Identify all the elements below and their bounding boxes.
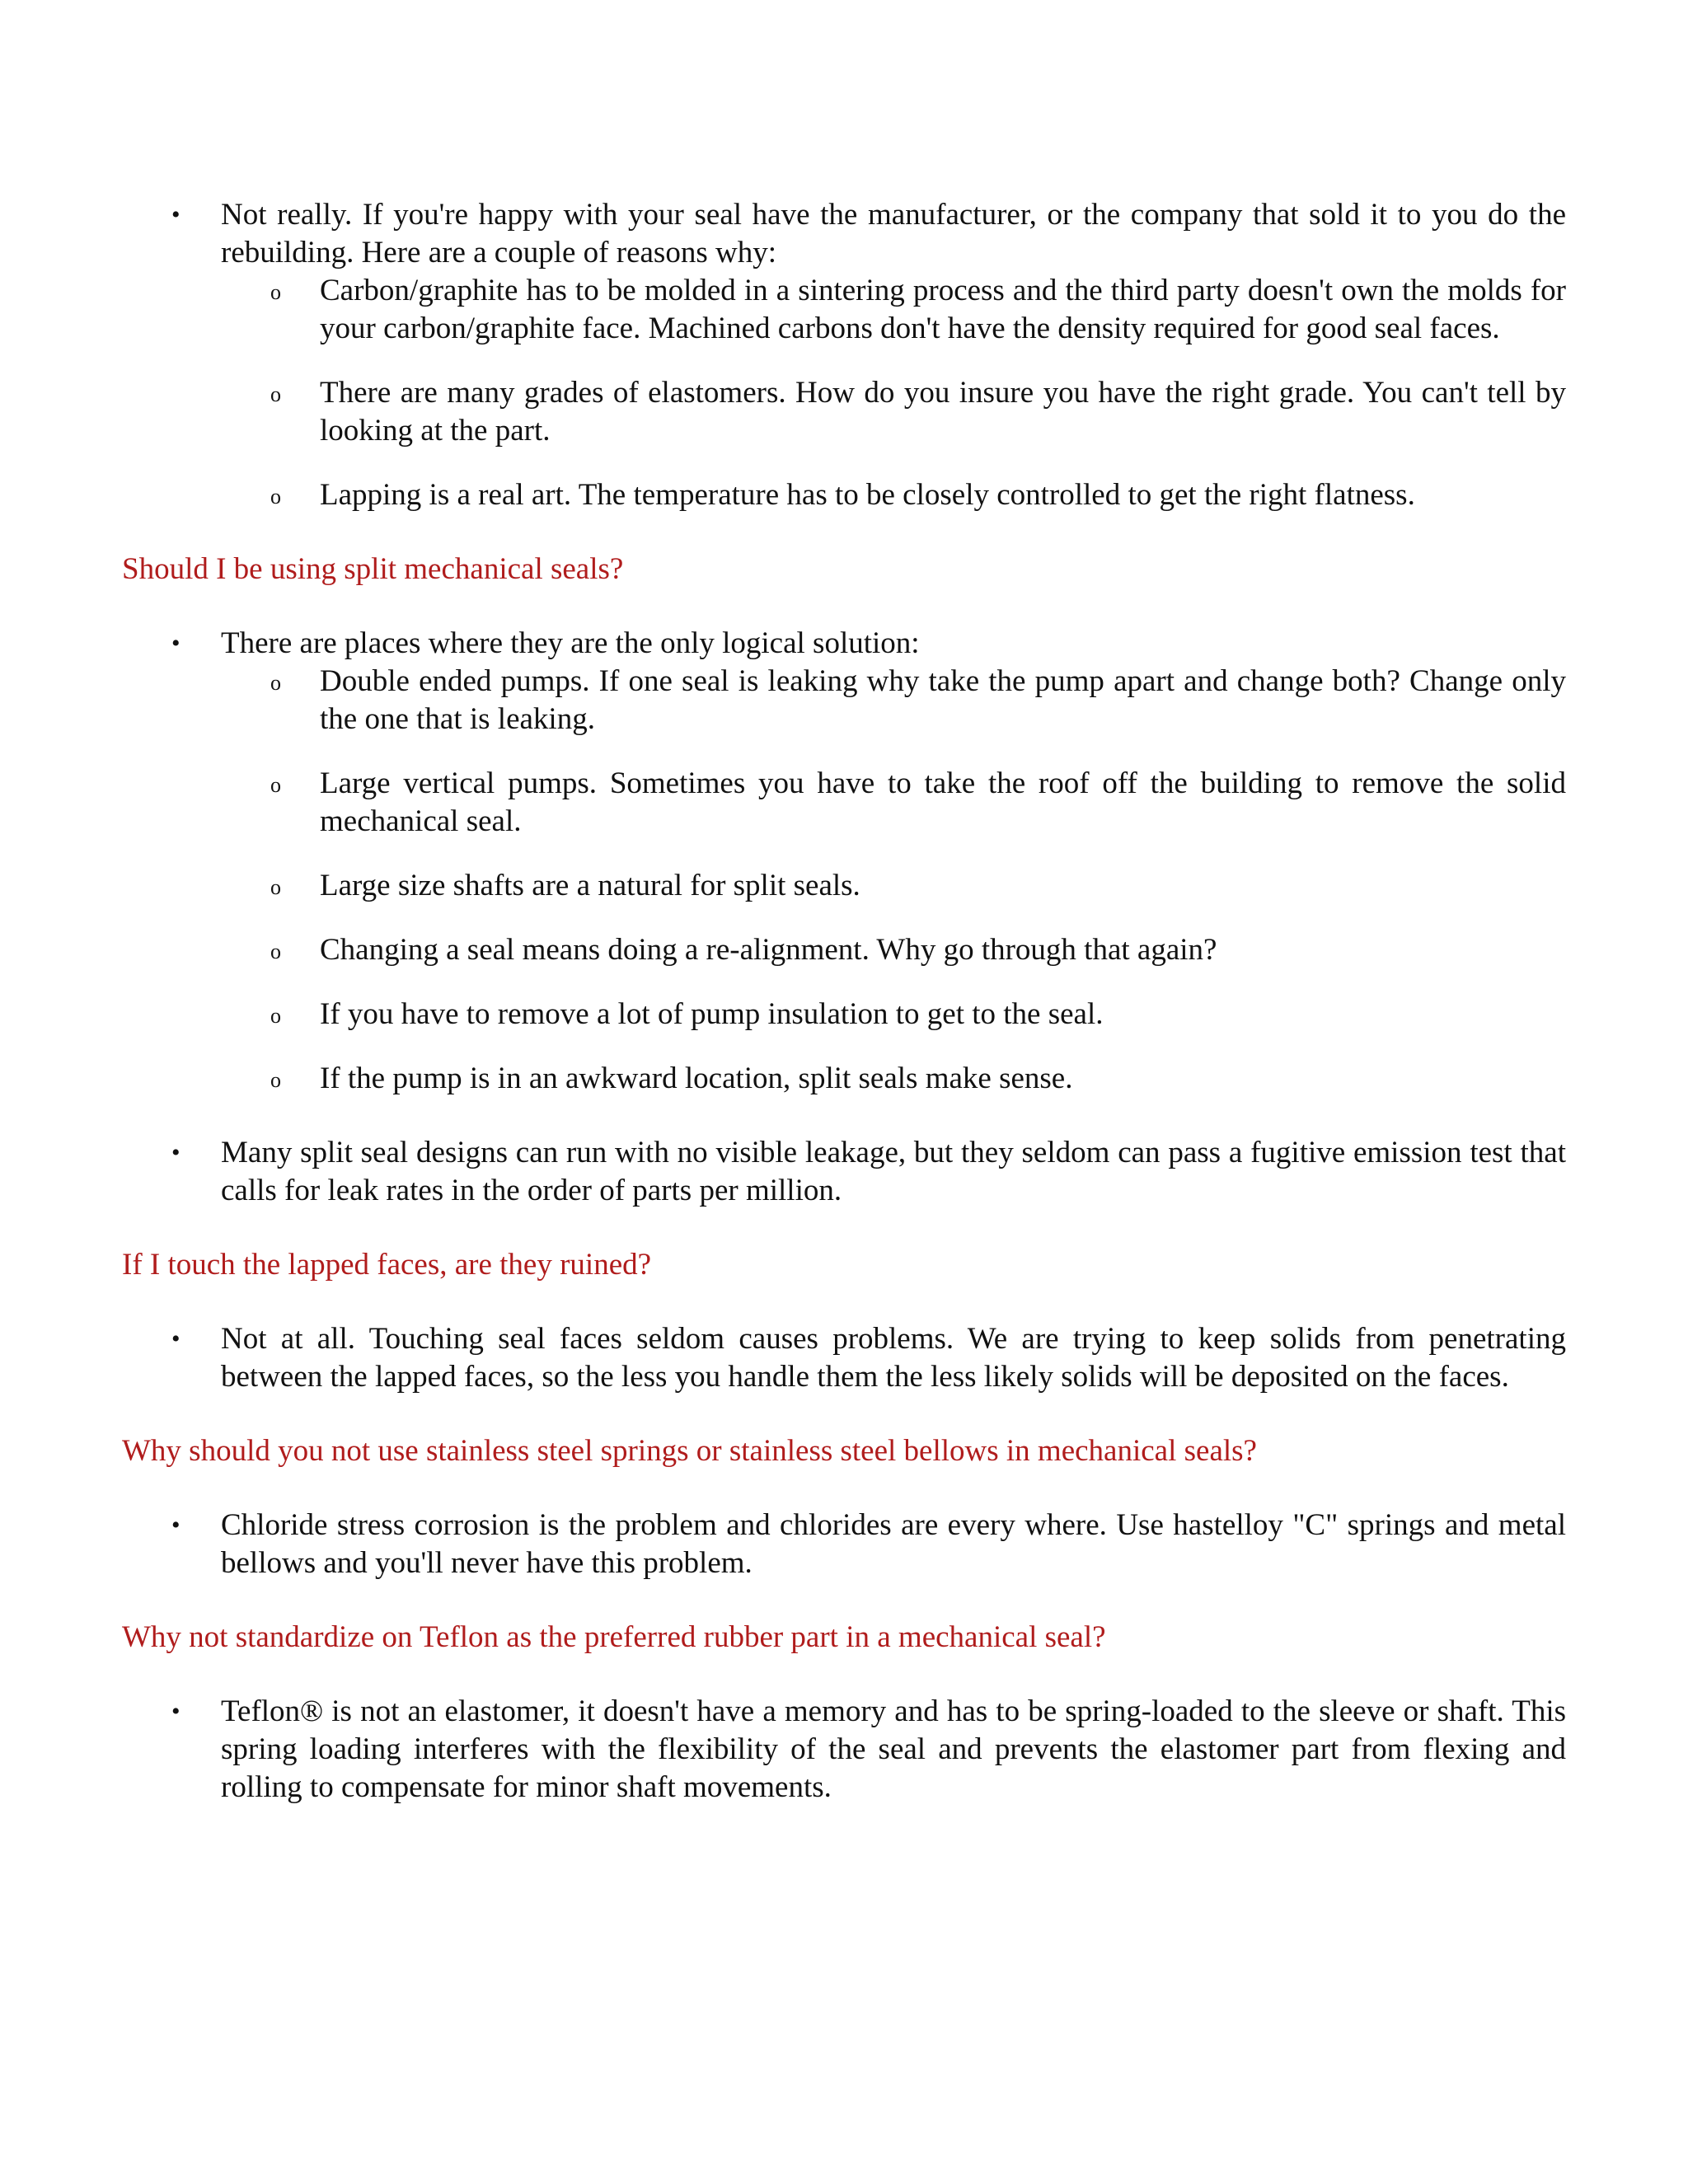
sub-list-item-text: Large vertical pumps. Sometimes you have to take the roof off the building to remove the solid mechanical seal. <box>320 766 1566 838</box>
circle-bullet-icon: o <box>270 485 281 509</box>
sub-list-item-text: There are many grades of elastomers. How do you insure you have the right grade. You can't tell by looking at the part. <box>320 376 1566 448</box>
list-item-text: Chloride stress corrosion is the problem and chlorides are every where. Use hastelloy "C" springs and metal bellows and you'll never have this problem. <box>221 1508 1566 1580</box>
sub-list-item-text: Lapping is a real art. The temperature has to be closely controlled to get the right flatness. <box>320 478 1415 512</box>
sub-list-item-text: If you have to remove a lot of pump insulation to get to the seal. <box>320 997 1104 1031</box>
list-item-text: There are places where they are the only logical solution: <box>221 626 920 660</box>
sub-list-item <box>221 765 1566 841</box>
list-item-text: Not at all. Touching seal faces seldom causes problems. We are trying to keep solids from penetrating between the lapped faces, so the less you handle them the less likely solids will be deposited on the faces. <box>221 1322 1566 1394</box>
circle-bullet-icon: o <box>270 875 281 899</box>
bullet-list <box>122 625 1566 1210</box>
bullet-icon: • <box>171 1139 181 1166</box>
sub-list-item <box>221 374 1566 450</box>
section-heading: Why should you not use stainless steel springs or stainless steel bellows in mechanical seals? <box>122 1434 1257 1468</box>
list-item-text: Not really. If you're happy with your seal have the manufacturer, or the company that sold it to you do the rebuilding. Here are a couple of reasons why: <box>221 198 1566 269</box>
bullet-list <box>122 1693 1566 1807</box>
bullet-list <box>122 196 1566 514</box>
sub-list-item-text: Double ended pumps. If one seal is leaking why take the pump apart and change both? Change only the one that is leaking. <box>320 664 1566 736</box>
circle-bullet-icon: o <box>270 382 281 406</box>
list-item <box>122 1507 1566 1582</box>
sub-list-item <box>221 476 1566 514</box>
bullet-icon: • <box>171 1325 181 1352</box>
sub-list-item-text: If the pump is in an awkward location, split seals make sense. <box>320 1062 1073 1095</box>
bullet-icon: • <box>171 201 181 228</box>
circle-bullet-icon: o <box>270 773 281 797</box>
sub-list-item-text: Carbon/graphite has to be molded in a sintering process and the third party doesn't own the molds for your carbon/graphite face. Machined carbons don't have the density required for good seal faces. <box>320 274 1566 345</box>
sub-list-item <box>221 996 1566 1033</box>
bullet-icon: • <box>171 630 181 657</box>
sub-list <box>221 663 1566 1098</box>
sub-list-item <box>221 867 1566 905</box>
document-body <box>122 196 1566 1843</box>
sub-list-item <box>221 931 1566 969</box>
list-item <box>122 1320 1566 1396</box>
bullet-list <box>122 1507 1566 1582</box>
list-item-text: Teflon® is not an elastomer, it doesn't have a memory and has to be spring-loaded to the sleeve or shaft. This spring loading interferes with the flexibility of the seal and prevents the elastomer part from flexing and rolling to compensate for minor shaft movements. <box>221 1694 1566 1804</box>
list-item <box>122 1134 1566 1210</box>
circle-bullet-icon: o <box>270 671 281 695</box>
bullet-list <box>122 1320 1566 1396</box>
list-item <box>122 1693 1566 1807</box>
bullet-icon: • <box>171 1511 181 1539</box>
list-item-text: Many split seal designs can run with no visible leakage, but they seldom can pass a fugitive emission test that calls for leak rates in the order of parts per million. <box>221 1136 1566 1207</box>
section-heading: Why not standardize on Teflon as the preferred rubber part in a mechanical seal? <box>122 1620 1106 1654</box>
sub-list-item <box>221 1060 1566 1098</box>
circle-bullet-icon: o <box>270 1004 281 1028</box>
circle-bullet-icon: o <box>270 280 281 304</box>
list-item <box>122 625 1566 1098</box>
sub-list-item <box>221 272 1566 348</box>
circle-bullet-icon: o <box>270 940 281 963</box>
circle-bullet-icon: o <box>270 1068 281 1092</box>
sub-list-item <box>221 663 1566 738</box>
sub-list <box>221 272 1566 514</box>
section-heading: Should I be using split mechanical seals? <box>122 552 624 586</box>
list-item <box>122 196 1566 514</box>
section-heading: If I touch the lapped faces, are they ruined? <box>122 1248 652 1282</box>
sub-list-item-text: Large size shafts are a natural for split seals. <box>320 869 860 902</box>
sub-list-item-text: Changing a seal means doing a re-alignment. Why go through that again? <box>320 933 1217 967</box>
bullet-icon: • <box>171 1698 181 1725</box>
